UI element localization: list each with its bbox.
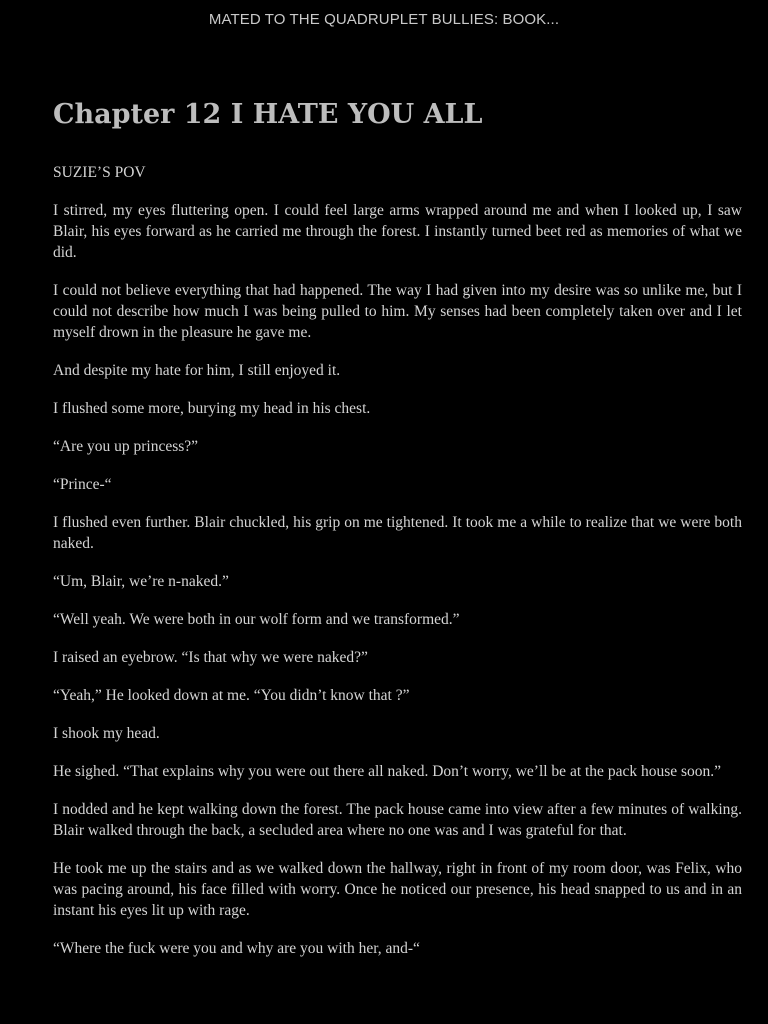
paragraph: I raised an eyebrow. “Is that why we were naked?” [53,649,368,666]
paragraph: I flushed some more, burying my head in his chest. [53,400,371,417]
paragraph: I stirred, my eyes fluttering open. I could feel large arms wrapped around me and when I looked up, I saw Blair, his eyes forward as he carried me through the forest. I instantly turned beet red as memories of what we did. [53,202,742,261]
paragraph: “Prince-“ [53,476,112,493]
paragraph: “Well yeah. We were both in our wolf form and we transformed.” [53,611,460,628]
paragraph: I flushed even further. Blair chuckled, his grip on me tightened. It took me a while to realize that we were both naked. [53,514,742,552]
pov-label: SUZIE’S POV [53,164,146,181]
paragraph: “Um, Blair, we’re n-naked.” [53,573,229,590]
book-title-header: MATED TO THE QUADRUPLET BULLIES: BOOK... [208,11,560,28]
paragraph: “Are you up princess?” [53,438,199,455]
paragraph: “Yeah,” He looked down at me. “You didn’t know that ?” [53,687,410,704]
paragraph: I shook my head. [53,725,160,742]
chapter-content [53,96,742,976]
paragraph: He sighed. “That explains why you were out there all naked. Don’t worry, we’ll be at the pack house soon.” [53,763,722,780]
paragraph: I could not believe everything that had happened. The way I had given into my desire was so unlike me, but I could not describe how much I was being pulled to him. My senses had been completely taken over and I let myself drown in the pleasure he gave me. [53,282,742,341]
chapter-title: Chapter 12 I HATE YOU ALL [53,99,483,130]
paragraph: “Where the fuck were you and why are you with her, and-“ [53,940,420,957]
paragraph: And despite my hate for him, I still enjoyed it. [53,362,341,379]
paragraph: He took me up the stairs and as we walked down the hallway, right in front of my room door, was Felix, who was pacing around, his face filled with worry. Once he noticed our presence, his head snapped to us and in an instant his eyes lit up with rage. [53,860,742,919]
paragraph: I nodded and he kept walking down the forest. The pack house came into view after a few minutes of walking. Blair walked through the back, a secluded area where no one was and I was grateful for that. [53,801,742,839]
